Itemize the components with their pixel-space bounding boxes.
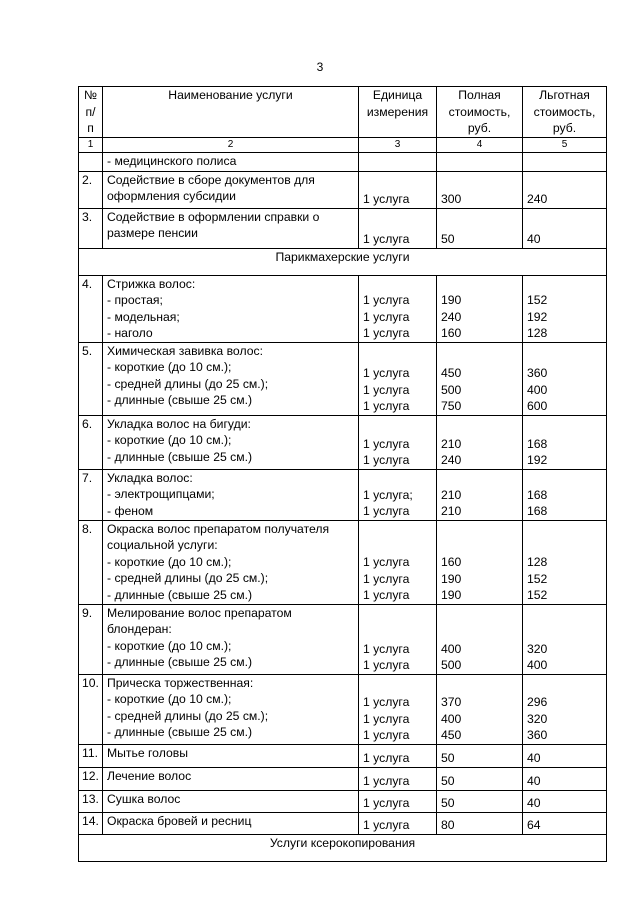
service-name: Укладка волос: <box>107 470 193 485</box>
service-name: Содействие в сборе документов для <box>107 172 315 187</box>
table-row <box>79 767 607 790</box>
unit-of-measure-cell <box>359 208 437 248</box>
service-name: - феном <box>107 503 154 518</box>
full-price: 210 <box>441 436 462 451</box>
unit-of-measure: 1 услуга; <box>363 487 413 502</box>
unit-of-measure: 1 услуга <box>363 796 410 810</box>
full-price-cell <box>437 674 523 744</box>
column-numbers-row <box>79 137 607 152</box>
service-name: - короткие (до 10 см.); <box>107 692 232 706</box>
full-price: 50 <box>441 232 455 246</box>
unit-of-measure: 1 услуга <box>363 818 410 832</box>
discount-price: 152 <box>527 588 548 602</box>
service-name: Окраска бровей и ресниц <box>107 813 252 828</box>
service-name-cell <box>103 790 359 812</box>
table-row <box>79 520 607 604</box>
unit-of-measure: 1 услуга <box>363 366 410 380</box>
unit-of-measure-cell <box>359 812 437 834</box>
table-row <box>79 342 607 415</box>
unit-of-measure: 1 услуга <box>363 326 410 340</box>
discount-price: 240 <box>527 192 548 206</box>
discount-price: 168 <box>527 436 548 451</box>
header-full-price: Полная стоимость, руб. <box>437 87 523 138</box>
full-price: 750 <box>441 399 462 413</box>
service-name: размере пенсии <box>107 226 198 240</box>
unit-of-measure: 1 услуга <box>363 711 410 726</box>
unit-of-measure: 1 услуга <box>363 382 410 397</box>
service-name: Прическа торжественная: <box>107 675 254 690</box>
row-number: 9. <box>79 604 103 674</box>
discount-price: 360 <box>527 728 548 742</box>
row-number: 4. <box>79 275 103 342</box>
service-name-cell <box>103 275 359 342</box>
service-name: - медицинского полиса <box>107 153 237 168</box>
service-name: Стрижка волос: <box>107 276 196 291</box>
discount-price-cell <box>523 604 607 674</box>
table-row <box>79 469 607 520</box>
discount-price-cell <box>523 208 607 248</box>
unit-of-measure: 1 услуга <box>363 399 410 413</box>
row-number: 6. <box>79 415 103 469</box>
discount-price-cell <box>523 674 607 744</box>
full-price-cell <box>437 520 523 604</box>
unit-of-measure: 1 услуга <box>363 774 410 788</box>
service-name: - длинные (свыше 25 см.) <box>107 449 253 464</box>
unit-of-measure: 1 услуга <box>363 588 410 602</box>
service-name: Сушка волос <box>107 791 181 806</box>
unit-of-measure-cell <box>359 415 437 469</box>
service-name: - средней длины (до 25 см.); <box>107 708 269 723</box>
unit-of-measure-cell <box>359 744 437 767</box>
discount-price-cell <box>523 342 607 415</box>
service-name: - короткие (до 10 см.); <box>107 360 232 374</box>
full-price-cell <box>437 208 523 248</box>
table-row <box>79 744 607 767</box>
unit-of-measure: 1 услуга <box>363 453 410 467</box>
service-name-cell <box>103 171 359 208</box>
discount-price: 192 <box>527 309 548 324</box>
unit-of-measure-cell <box>359 674 437 744</box>
table-row <box>79 171 607 208</box>
full-price-cell <box>437 744 523 767</box>
table-row <box>79 790 607 812</box>
full-price: 240 <box>441 453 462 467</box>
discount-price: 600 <box>527 399 548 413</box>
table-header-row <box>79 87 607 138</box>
unit-of-measure: 1 услуга <box>363 728 410 742</box>
full-price: 190 <box>441 293 462 307</box>
discount-price: 400 <box>527 658 548 672</box>
column-number: 5 <box>523 137 607 152</box>
unit-of-measure-cell <box>359 469 437 520</box>
discount-price: 152 <box>527 293 548 307</box>
row-number: 5. <box>79 342 103 415</box>
unit-of-measure-cell <box>359 275 437 342</box>
full-price-cell <box>437 767 523 790</box>
discount-price: 64 <box>527 818 541 832</box>
service-name-cell <box>103 415 359 469</box>
discount-price: 40 <box>527 774 541 788</box>
discount-price: 360 <box>527 366 548 380</box>
service-name: - короткие (до 10 см.); <box>107 433 232 447</box>
service-name: - длинные (свыше 25 см.) <box>107 725 253 739</box>
unit-of-measure-cell <box>359 171 437 208</box>
row-number: 2. <box>79 171 103 208</box>
header-discount-price: Льготная стоимость, руб. <box>523 87 607 138</box>
service-name-cell <box>103 520 359 604</box>
page-number: 3 <box>316 60 324 74</box>
full-price: 210 <box>441 504 462 518</box>
service-name: Мытье головы <box>107 745 188 760</box>
full-price: 500 <box>441 382 462 397</box>
table-row <box>79 208 607 248</box>
unit-of-measure: 1 услуга <box>363 555 410 569</box>
row-number: 13. <box>79 790 103 812</box>
full-price-cell <box>437 812 523 834</box>
unit-of-measure: 1 услуга <box>363 571 410 586</box>
service-name: - наголо <box>107 326 153 340</box>
column-number: 2 <box>103 137 359 152</box>
full-price: 190 <box>441 571 462 586</box>
unit-of-measure: 1 услуга <box>363 658 410 672</box>
table-row <box>79 415 607 469</box>
full-price: 240 <box>441 309 462 324</box>
section-title: Услуги ксерокопирования <box>79 834 607 861</box>
full-price-cell <box>437 342 523 415</box>
service-name-cell <box>103 674 359 744</box>
unit-of-measure: 1 услуга <box>363 695 410 709</box>
full-price: 50 <box>441 796 455 810</box>
unit-of-measure: 1 услуга <box>363 751 410 765</box>
full-price: 450 <box>441 366 462 380</box>
discount-price: 168 <box>527 504 548 518</box>
full-price-cell <box>437 152 523 171</box>
service-name-cell <box>103 604 359 674</box>
header-service-name: Наименование услуги <box>103 87 359 138</box>
discount-price-cell <box>523 767 607 790</box>
discount-price: 168 <box>527 487 548 502</box>
service-name: Укладка волос на бигуди: <box>107 416 251 431</box>
row-number: 14. <box>79 812 103 834</box>
discount-price: 400 <box>527 382 548 397</box>
full-price: 370 <box>441 695 462 709</box>
row-number <box>79 152 103 171</box>
service-name-cell <box>103 744 359 767</box>
service-name: Содействие в оформлении справки о <box>107 209 320 224</box>
service-name-cell <box>103 152 359 171</box>
full-price-cell <box>437 604 523 674</box>
table-body <box>79 152 607 861</box>
service-name: оформления субсидии <box>107 189 236 203</box>
unit-of-measure-cell <box>359 152 437 171</box>
discount-price: 296 <box>527 695 548 709</box>
full-price: 160 <box>441 555 462 569</box>
service-name: - длинные (свыше 25 см.) <box>107 393 253 407</box>
unit-of-measure: 1 услуга <box>363 641 410 656</box>
unit-of-measure: 1 услуга <box>363 309 410 324</box>
discount-price: 40 <box>527 232 541 246</box>
table-row <box>79 674 607 744</box>
unit-of-measure: 1 услуга <box>363 293 410 307</box>
discount-price-cell <box>523 812 607 834</box>
table-row <box>79 275 607 342</box>
full-price: 450 <box>441 728 462 742</box>
discount-price-cell <box>523 469 607 520</box>
discount-price: 128 <box>527 555 548 569</box>
service-name-cell <box>103 469 359 520</box>
discount-price: 40 <box>527 796 541 810</box>
discount-price: 320 <box>527 711 548 726</box>
service-name: - длинные (свыше 25 см.) <box>107 587 253 602</box>
service-name: - средней длины (до 25 см.); <box>107 571 269 585</box>
full-price-cell <box>437 790 523 812</box>
section-title: Парикмахерские услуги <box>79 248 607 275</box>
discount-price: 152 <box>527 571 548 586</box>
discount-price-cell <box>523 520 607 604</box>
full-price: 190 <box>441 588 462 602</box>
service-name: - средней длины (до 25 см.); <box>107 376 269 391</box>
column-number: 1 <box>79 137 103 152</box>
service-name: Лечение волос <box>107 768 192 783</box>
unit-of-measure-cell <box>359 604 437 674</box>
service-name: - длинные (свыше 25 см.) <box>107 655 253 669</box>
full-price: 500 <box>441 658 462 672</box>
full-price: 400 <box>441 711 462 726</box>
service-name-cell <box>103 342 359 415</box>
unit-of-measure: 1 услуга <box>363 232 410 246</box>
full-price: 50 <box>441 751 455 765</box>
row-number: 12. <box>79 767 103 790</box>
service-name-cell <box>103 767 359 790</box>
discount-price-cell <box>523 415 607 469</box>
full-price-cell <box>437 415 523 469</box>
full-price: 300 <box>441 192 462 206</box>
full-price: 80 <box>441 818 455 832</box>
section-header-row <box>79 834 607 861</box>
section-header-row <box>79 248 607 275</box>
full-price: 400 <box>441 641 462 656</box>
unit-of-measure-cell <box>359 790 437 812</box>
table-row <box>79 604 607 674</box>
full-price: 160 <box>441 326 462 340</box>
unit-of-measure-cell <box>359 520 437 604</box>
discount-price: 320 <box>527 641 548 656</box>
service-name: - электрощипцами; <box>107 487 215 501</box>
service-name: Химическая завивка волос: <box>107 343 263 358</box>
services-price-table <box>78 86 607 862</box>
unit-of-measure-cell <box>359 767 437 790</box>
service-name-cell <box>103 812 359 834</box>
service-name: - короткие (до 10 см.); <box>107 554 232 569</box>
service-name: Окраска волос препаратом получателя <box>107 521 330 536</box>
column-number: 4 <box>437 137 523 152</box>
service-name: - короткие (до 10 см.); <box>107 638 232 653</box>
table-row <box>79 812 607 834</box>
table-row <box>79 152 607 171</box>
unit-of-measure: 1 услуга <box>363 504 410 518</box>
row-number: 11. <box>79 744 103 767</box>
row-number: 3. <box>79 208 103 248</box>
service-name: - простая; <box>107 293 163 307</box>
discount-price-cell <box>523 275 607 342</box>
column-number: 3 <box>359 137 437 152</box>
discount-price: 192 <box>527 453 548 467</box>
full-price-cell <box>437 171 523 208</box>
discount-price-cell <box>523 790 607 812</box>
full-price: 210 <box>441 487 462 502</box>
full-price: 50 <box>441 774 455 788</box>
service-name: Мелирование волос препаратом <box>107 605 292 620</box>
service-name: социальной услуги: <box>107 538 218 552</box>
service-name-cell <box>103 208 359 248</box>
discount-price: 40 <box>527 751 541 765</box>
full-price-cell <box>437 275 523 342</box>
service-name: блондеран: <box>107 622 172 636</box>
row-number: 10. <box>79 674 103 744</box>
discount-price-cell <box>523 171 607 208</box>
header-unit: Единица измерения <box>359 87 437 138</box>
unit-of-measure: 1 услуга <box>363 192 410 206</box>
unit-of-measure-cell <box>359 342 437 415</box>
unit-of-measure: 1 услуга <box>363 436 410 451</box>
row-number: 7. <box>79 469 103 520</box>
header-number: № п/п <box>79 87 103 138</box>
discount-price-cell <box>523 152 607 171</box>
discount-price-cell <box>523 744 607 767</box>
discount-price: 128 <box>527 326 548 340</box>
service-name: - модельная; <box>107 309 180 324</box>
full-price-cell <box>437 469 523 520</box>
row-number: 8. <box>79 520 103 604</box>
